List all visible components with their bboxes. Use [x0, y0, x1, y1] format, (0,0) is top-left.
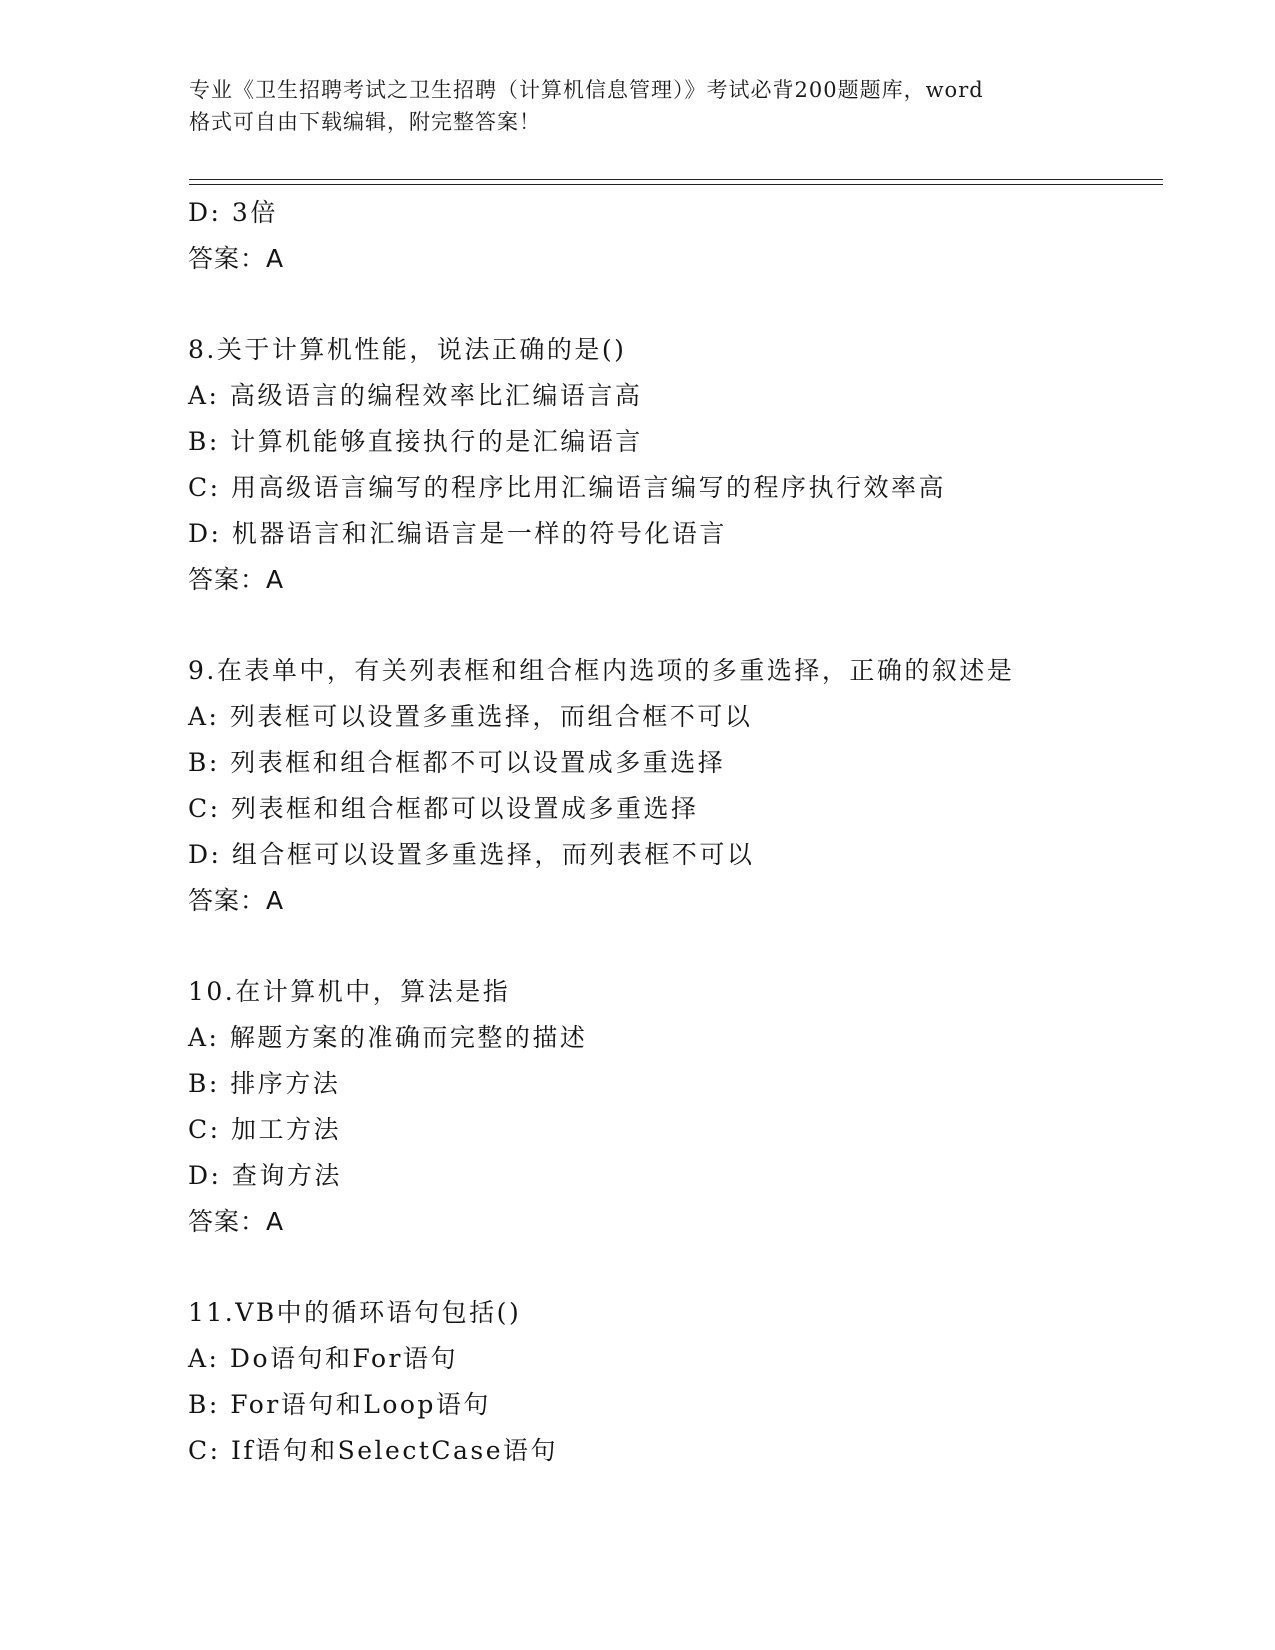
question-title: 11.VB中的循环语句包括() [188, 1298, 522, 1327]
answer-line: 答案：A [188, 244, 285, 273]
header-divider-top [189, 179, 1163, 180]
header-title-line-2: 格式可自由下载编辑，附完整答案！ [189, 110, 541, 134]
answer-line: 答案：A [188, 1207, 285, 1236]
question-title: 8.关于计算机性能，说法正确的是() [188, 335, 627, 364]
spacer [188, 924, 1168, 969]
header-title-line-1: 专业《卫生招聘考试之卫生招聘（计算机信息管理）》考试必背200题题库，word [189, 78, 984, 102]
option-b: B: 排序方法 [188, 1069, 341, 1098]
document-header [189, 74, 1089, 138]
option-d: D: 组合框可以设置多重选择，而列表框不可以 [188, 840, 755, 869]
option-b: B: 计算机能够直接执行的是汇编语言 [188, 427, 643, 456]
option-c: C: 加工方法 [188, 1115, 341, 1144]
option-b: B: For语句和Loop语句 [188, 1390, 491, 1419]
option-a: A: 解题方案的准确而完整的描述 [188, 1023, 588, 1052]
question-11 [188, 1290, 1168, 1474]
option-a: A: 高级语言的编程效率比汇编语言高 [188, 381, 643, 410]
option-c: C: 用高级语言编写的程序比用汇编语言编写的程序执行效率高 [188, 473, 947, 502]
option-a: A: 列表框可以设置多重选择，而组合框不可以 [188, 702, 753, 731]
question-8 [188, 327, 1168, 603]
option-d: D: 机器语言和汇编语言是一样的符号化语言 [188, 519, 727, 548]
question-7-tail [188, 190, 1168, 282]
option-c: C: 列表框和组合框都可以设置成多重选择 [188, 794, 699, 823]
option-b: B: 列表框和组合框都不可以设置成多重选择 [188, 748, 726, 777]
question-content [188, 190, 1168, 1474]
answer-line: 答案：A [188, 565, 285, 594]
option-d: D: 查询方法 [188, 1161, 342, 1190]
option-c: C: If语句和SelectCase语句 [188, 1436, 559, 1465]
option-d: D: 3倍 [188, 198, 278, 227]
question-9 [188, 648, 1168, 924]
spacer [188, 603, 1168, 648]
question-title: 10.在计算机中，算法是指 [188, 977, 511, 1006]
header-divider-bottom [189, 184, 1163, 185]
question-10 [188, 969, 1168, 1245]
spacer [188, 1245, 1168, 1290]
question-title: 9.在表单中，有关列表框和组合框内选项的多重选择，正确的叙述是 [188, 656, 1015, 685]
option-a: A: Do语句和For语句 [188, 1344, 459, 1373]
spacer [188, 282, 1168, 327]
answer-line: 答案：A [188, 886, 285, 915]
